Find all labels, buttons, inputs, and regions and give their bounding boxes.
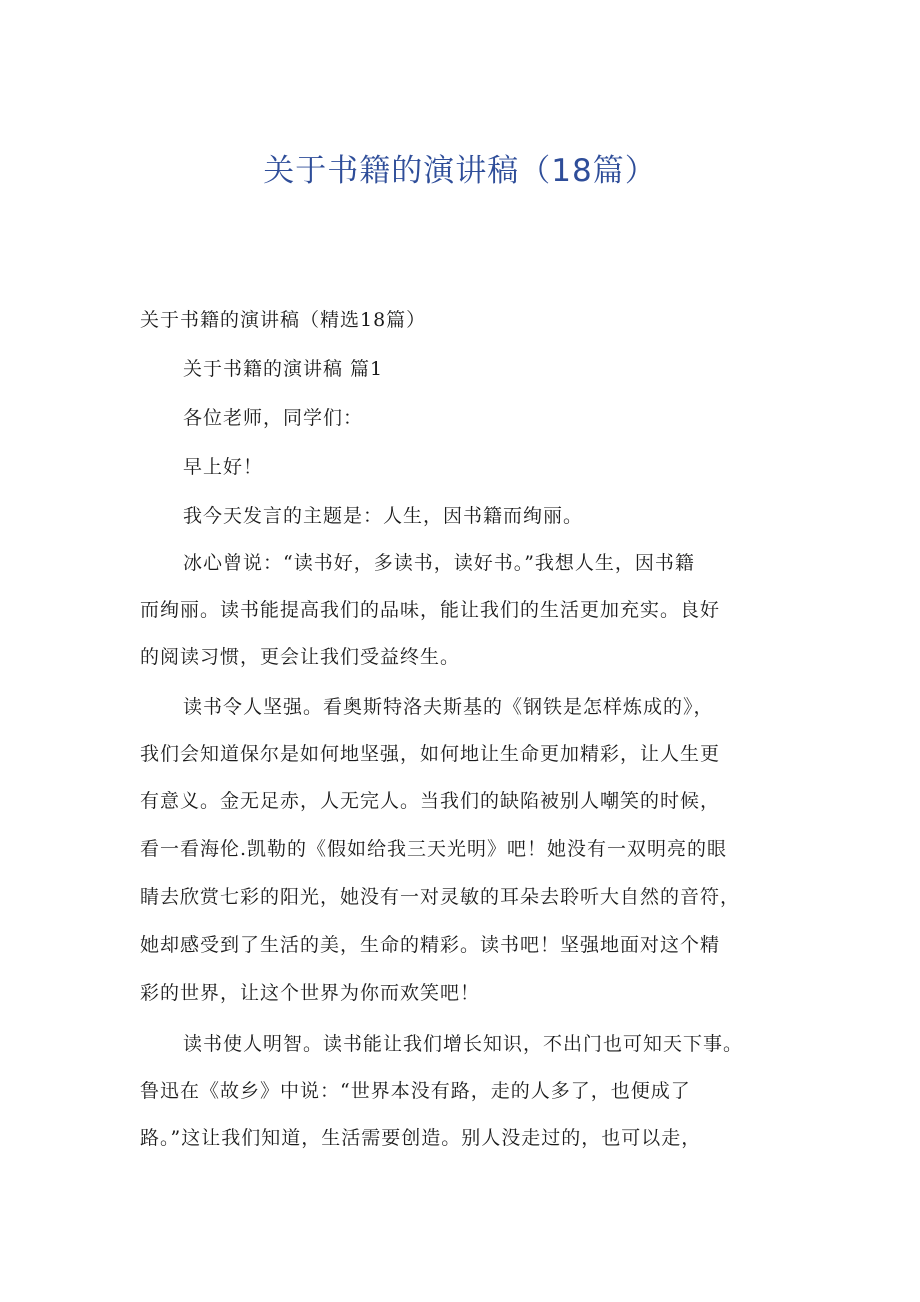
salutation: 各位老师，同学们：	[183, 407, 364, 429]
paragraph-line: 我今天发言的主题是：人生，因书籍而绚丽。	[183, 505, 584, 527]
paragraph-line: 看一看海伦.凯勒的《假如给我三天光明》吧！她没有一双明亮的眼	[140, 838, 728, 860]
paragraph-line: 的阅读习惯，更会让我们受益终生。	[140, 646, 461, 668]
paragraph-line: 她却感受到了生活的美，生命的精彩。读书吧！坚强地面对这个精	[140, 934, 721, 956]
paragraph-line: 冰心曾说：“读书好，多读书，读好书。”我想人生，因书籍	[183, 552, 695, 574]
greeting: 早上好！	[183, 456, 264, 478]
document-subtitle: 关于书籍的演讲稿（精选18篇）	[140, 309, 427, 331]
paragraph-line: 读书使人明智。读书能让我们增长知识，不出门也可知天下事。	[183, 1033, 744, 1055]
section-heading: 关于书籍的演讲稿 篇1	[183, 358, 384, 380]
paragraph-line: 睛去欣赏七彩的阳光，她没有一对灵敏的耳朵去聆听大自然的音符，	[140, 886, 741, 908]
paragraph-line: 读书令人坚强。看奥斯特洛夫斯基的《钢铁是怎样炼成的》，	[183, 696, 714, 718]
paragraph-line: 彩的世界，让这个世界为你而欢笑吧！	[140, 982, 481, 1004]
paragraph-line: 我们会知道保尔是如何地坚强，如何地让生命更加精彩，让人生更	[140, 743, 721, 765]
paragraph-line: 鲁迅在《故乡》中说：“世界本没有路，走的人多了，也便成了	[140, 1080, 691, 1102]
paragraph-line: 路。”这让我们知道，生活需要创造。别人没走过的，也可以走，	[140, 1127, 702, 1149]
paragraph-line: 有意义。金无足赤，人无完人。当我们的缺陷被别人嘲笑的时候，	[140, 790, 721, 812]
document-title: 关于书籍的演讲稿（18篇）	[263, 153, 657, 189]
paragraph-line: 而绚丽。读书能提高我们的品味，能让我们的生活更加充实。良好	[140, 599, 721, 621]
